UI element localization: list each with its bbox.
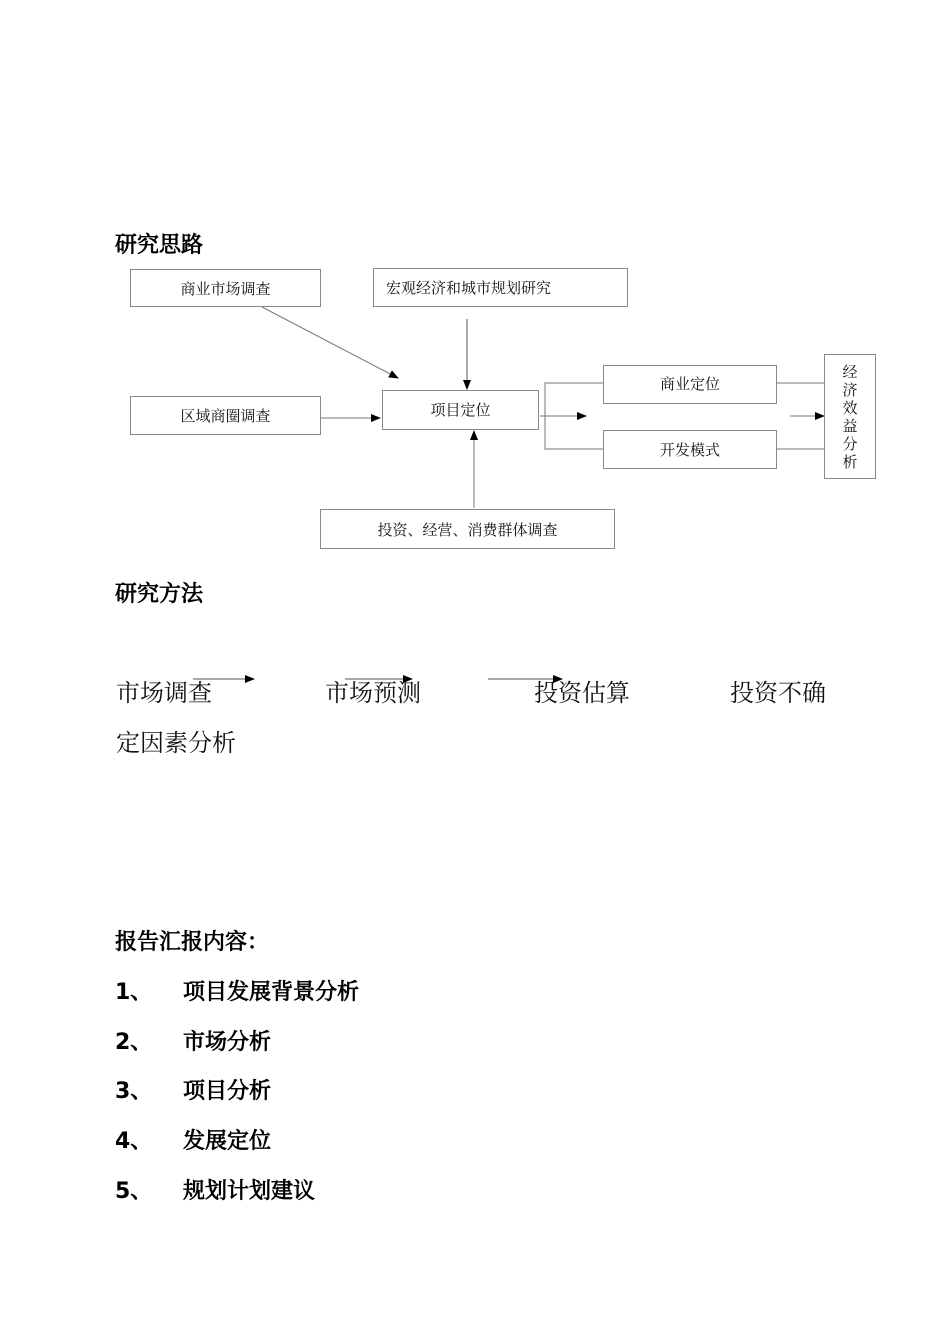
method-step-uncertainty-line1: 投资不确 [730, 679, 826, 707]
project-positioning-box: 项目定位 [382, 390, 539, 430]
commercial-market-survey-box: 商业市场调查 [130, 269, 321, 307]
method-step-market-forecast: 市场预测 [325, 679, 421, 707]
development-mode-box: 开发模式 [603, 430, 777, 469]
research-method-heading: 研究方法 [115, 582, 204, 607]
regional-trade-area-survey-box: 区域商圈调查 [130, 396, 321, 435]
method-step-investment-estimate: 投资估算 [534, 679, 630, 707]
macro-research-box: 宏观经济和城市规划研究 [373, 268, 628, 307]
method-step-uncertainty-line2: 定因素分析 [116, 729, 236, 757]
investment-survey-box: 投资、经营、消费群体调查 [320, 509, 615, 549]
report-contents-heading: 报告汇报内容： [115, 930, 270, 955]
economic-benefit-analysis-box: 经 济 效 益 分 析 [824, 354, 876, 479]
commercial-positioning-box: 商业定位 [603, 365, 777, 404]
arrow-market-to-positioning [262, 307, 398, 378]
method-step-market-survey: 市场调查 [116, 679, 212, 707]
research-approach-heading: 研究思路 [115, 233, 204, 258]
